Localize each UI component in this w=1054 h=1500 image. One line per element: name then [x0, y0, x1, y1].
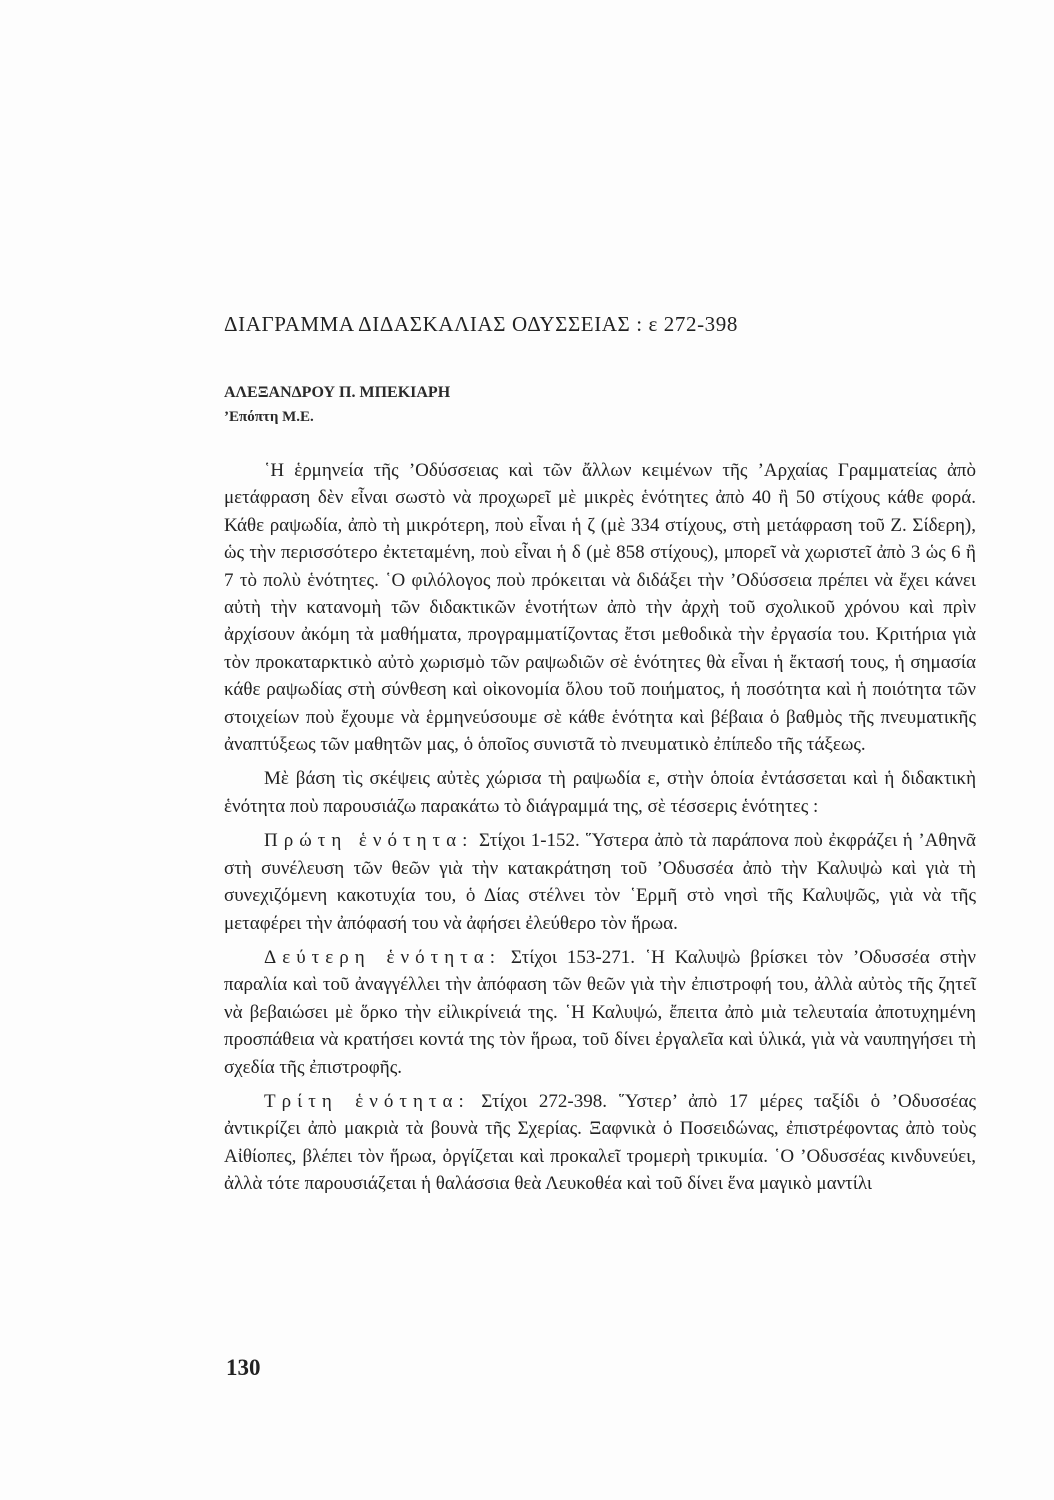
section-text-3: Στίχοι 272-398. ῞Υστερ’ ἀπὸ 17 μέρες ταξίδι ὁ ’Οδυσσέας ἀντικρίζει ἀπὸ μακριὰ τὰ βουνὰ τῆς Σχερίας. Ξαφνικὰ ὁ Ποσειδώνας, ἐπιστρέφοντας ἀπὸ τοὺς Αἰθίοπες, βλέπει τὸν ἥρωα, ὀργίζεται καὶ προκαλεῖ τρομερὴ τρικυμία. ῾Ο ’Οδυσσέας κινδυνεύει, ἀλλὰ τότε παρουσιάζεται ἡ θαλάσσια θεὰ Λευκοθέα καὶ τοῦ δίνει ἕνα μαγικὸ μαντίλι: [224, 1090, 976, 1195]
author-role: ’Επόπτη Μ.Ε.: [224, 409, 314, 425]
section-paragraph-2: [224, 944, 976, 1081]
section-paragraph-1: [224, 827, 976, 937]
section-heading-1: Πρώτη ἑνότητα:: [264, 830, 474, 852]
author-block: [224, 381, 450, 429]
article-body: [224, 457, 976, 1205]
section-heading-2: Δεύτερη ἑνότητα:: [264, 946, 502, 968]
section-paragraph-3: [224, 1088, 976, 1198]
division-paragraph: Μὲ βάση τὶς σκέψεις αὐτὲς χώρισα τὴ ραψωδία ε, στὴν ὁποία ἐντάσσεται καὶ ἡ διδακτικὴ ἑνότητα ποὺ παρουσιάζω παρακάτω τὸ διάγραμμά της, σὲ τέσσερις ἑνότητες :: [224, 768, 976, 817]
article-title: ΔΙΑΓΡΑΜΜΑ ΔΙΔΑΣΚΑΛΙΑΣ ΟΔΥΣΣΕΙΑΣ : ε 272-398: [224, 312, 738, 336]
section-text-2: Στίχοι 153-271. ῾Η Καλυψὼ βρίσκει τὸν ’Οδυσσέα στὴν παραλία καὶ τοῦ ἀναγγέλλει τὴν ἀπόφαση τῶν θεῶν γιὰ τὴν ἐπιστροφή του, ἀλλὰ αὐτὸς τῆς ζητεῖ νὰ βεβαιώσει μὲ ὅρκο τὴν εἰλικρίνειά της. ῾Η Καλυψώ, ἔπειτα ἀπὸ μιὰ τελευταία ἀποτυχημένη προσπάθεια νὰ κρατήσει κοντά της τὸν ἥρωα, τοῦ δίνει ἐργαλεῖα καὶ ὑλικά, γιὰ νὰ ναυπηγήσει τὴ σχεδία τῆς ἐπιστροφῆς.: [224, 946, 976, 1078]
page-number: 130: [226, 1355, 261, 1380]
section-heading-3: Τρίτη ἑνότητα:: [264, 1090, 470, 1112]
intro-paragraph: ῾Η ἑρμηνεία τῆς ’Οδύσσειας καὶ τῶν ἄλλων κειμένων τῆς ’Αρχαίας Γραμματείας ἀπὸ μετάφραση δὲν εἶναι σωστὸ νὰ προχωρεῖ μὲ μικρὲς ἑνότητες ἀπὸ 40 ἢ 50 στίχους κάθε φορά. Κάθε ραψωδία, ἀπὸ τὴ μικρότερη, ποὺ εἶναι ἡ ζ (μὲ 334 στίχους, στὴ μετάφραση τοῦ Ζ. Σίδερη), ὡς τὴν περισσότερο ἐκτεταμένη, ποὺ εἶναι ἡ δ (μὲ 858 στίχους), μπορεῖ νὰ χωριστεῖ ἀπὸ 3 ὡς 6 ἢ 7 τὸ πολὺ ἑνότητες. ῾Ο φιλόλογος ποὺ πρόκειται νὰ διδάξει τὴν ’Οδύσσεια πρέπει νὰ ἔχει κάνει αὐτὴ τὴν κατανομὴ τῶν διδακτικῶν ἑνοτήτων ἀπὸ τὴν ἀρχὴ τοῦ σχολικοῦ χρόνου καὶ πρὶν ἀρχίσουν ἀκόμη τὰ μαθήματα, προγραμματίζοντας ἔτσι μεθοδικὰ τὴν ἐργασία του. Κριτήρια γιὰ τὸν προκαταρκτικὸ αὐτὸ χωρισμὸ τῶν ραψωδιῶν σὲ ἑνότητες θὰ εἶναι ἡ ἔκτασή τους, ἡ σημασία κάθε ραψωδίας στὴ σύνθεση καὶ οἰκονομία ὅλου τοῦ ποιήματος, ἡ ποσότητα καὶ ἡ ποιότητα τῶν στοιχείων ποὺ ἔχουμε νὰ ἑρμηνεύσουμε σὲ κάθε ἑνότητα καὶ βέβαια ὁ βαθμὸς τῆς πνευματικῆς ἀναπτύξεως τῶν μαθητῶν μας, ὁ ὁποῖος συνιστᾶ τὸ πνευματικὸ ἐπίπεδο τῆς τάξεως.: [224, 460, 976, 756]
section-text-1: Στίχοι 1-152. ῞Υστερα ἀπὸ τὰ παράπονα ποὺ ἐκφράζει ἡ ’Αθηνᾶ στὴ συνέλευση τῶν θεῶν γιὰ τὴν κατακράτηση τοῦ ’Οδυσσέα ἀπὸ τὴν Καλυψὼ καὶ γιὰ τὴ συνεχιζόμενη κακοτυχία του, ὁ Δίας στέλνει τὸν ῾Ερμῆ στὸ νησὶ τῆς Καλυψῶς, γιὰ νὰ τῆς μεταφέρει τὴν ἀπόφασή του νὰ ἀφήσει ἐλεύθερο τὸν ἥρωα.: [224, 830, 976, 934]
author-name: ΑΛΕΞΑΝΔΡΟΥ Π. ΜΠΕΚΙΑΡΗ: [224, 384, 451, 401]
